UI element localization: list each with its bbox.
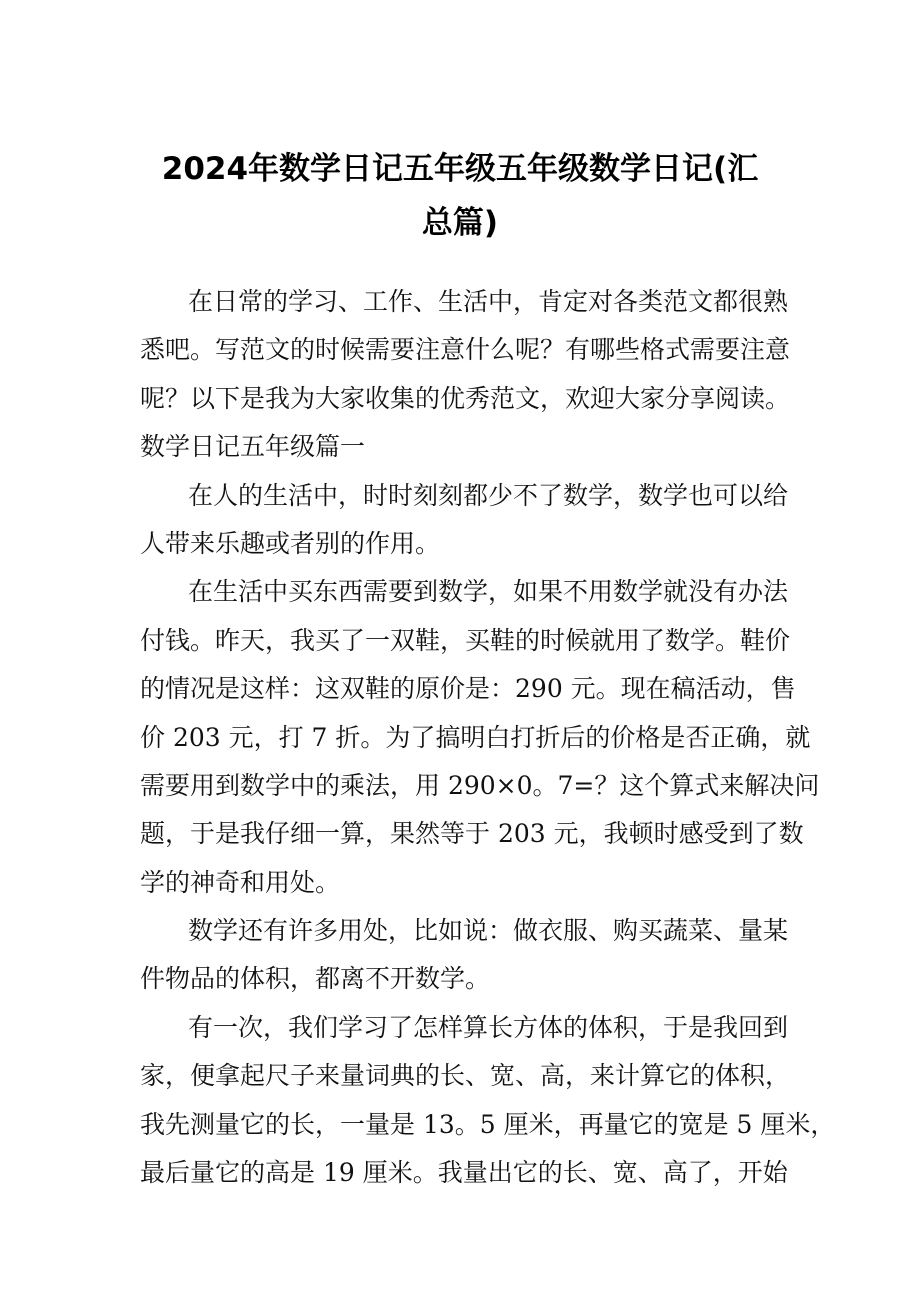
text-line: 我先测量它的长，一量是 13。5 厘米，再量它的宽是 5 厘米，	[140, 1109, 836, 1139]
text-line: 悉吧。写范文的时候需要注意什么呢？有哪些格式需要注意	[140, 335, 791, 365]
text-line: 家，便拿起尺子来量词典的长、宽、高，来计算它的体积，	[140, 1061, 791, 1091]
text-line: 的情况是这样：这双鞋的原价是：290 元。现在稿活动，售	[140, 674, 796, 704]
text-line: 最后量它的高是 19 厘米。我量出它的长、宽、高了，开始	[140, 1158, 788, 1188]
text-line: 在人的生活中，时时刻刻都少不了数学，数学也可以给	[188, 480, 789, 510]
text-line: 有一次，我们学习了怎样算长方体的体积，于是我回到	[188, 1012, 789, 1042]
text-line: 在日常的学习、工作、生活中，肯定对各类范文都很熟	[188, 287, 789, 316]
title-line: 2024年数学日记五年级五年级数学日记(汇	[161, 151, 759, 187]
text-line: 数学日记五年级篇一	[140, 432, 366, 462]
text-line: 呢？以下是我为大家收集的优秀范文，欢迎大家分享阅读。	[140, 383, 791, 413]
text-line: 数学还有许多用处，比如说：做衣服、购买蔬菜、量某	[188, 916, 789, 946]
text-line: 价 203 元，打 7 折。为了搞明白打折后的价格是否正确，就	[140, 722, 811, 752]
document-title	[130, 142, 790, 250]
document-body	[140, 278, 836, 1197]
text-line: 题，于是我仔细一算，果然等于 203 元，我顿时感受到了数	[140, 819, 804, 849]
text-line: 人带来乐趣或者别的作用。	[140, 528, 441, 558]
text-line: 需要用到数学中的乘法，用 290×0。7=？这个算式来解决问	[140, 770, 820, 800]
text-line: 在生活中买东西需要到数学，如果不用数学就没有办法	[188, 577, 789, 607]
text-line: 学的神奇和用处。	[140, 867, 341, 897]
title-line: 总篇)	[421, 205, 499, 241]
text-line: 付钱。昨天，我买了一双鞋，买鞋的时候就用了数学。鞋价	[140, 625, 791, 655]
text-line: 件物品的体积，都离不开数学。	[140, 964, 491, 994]
